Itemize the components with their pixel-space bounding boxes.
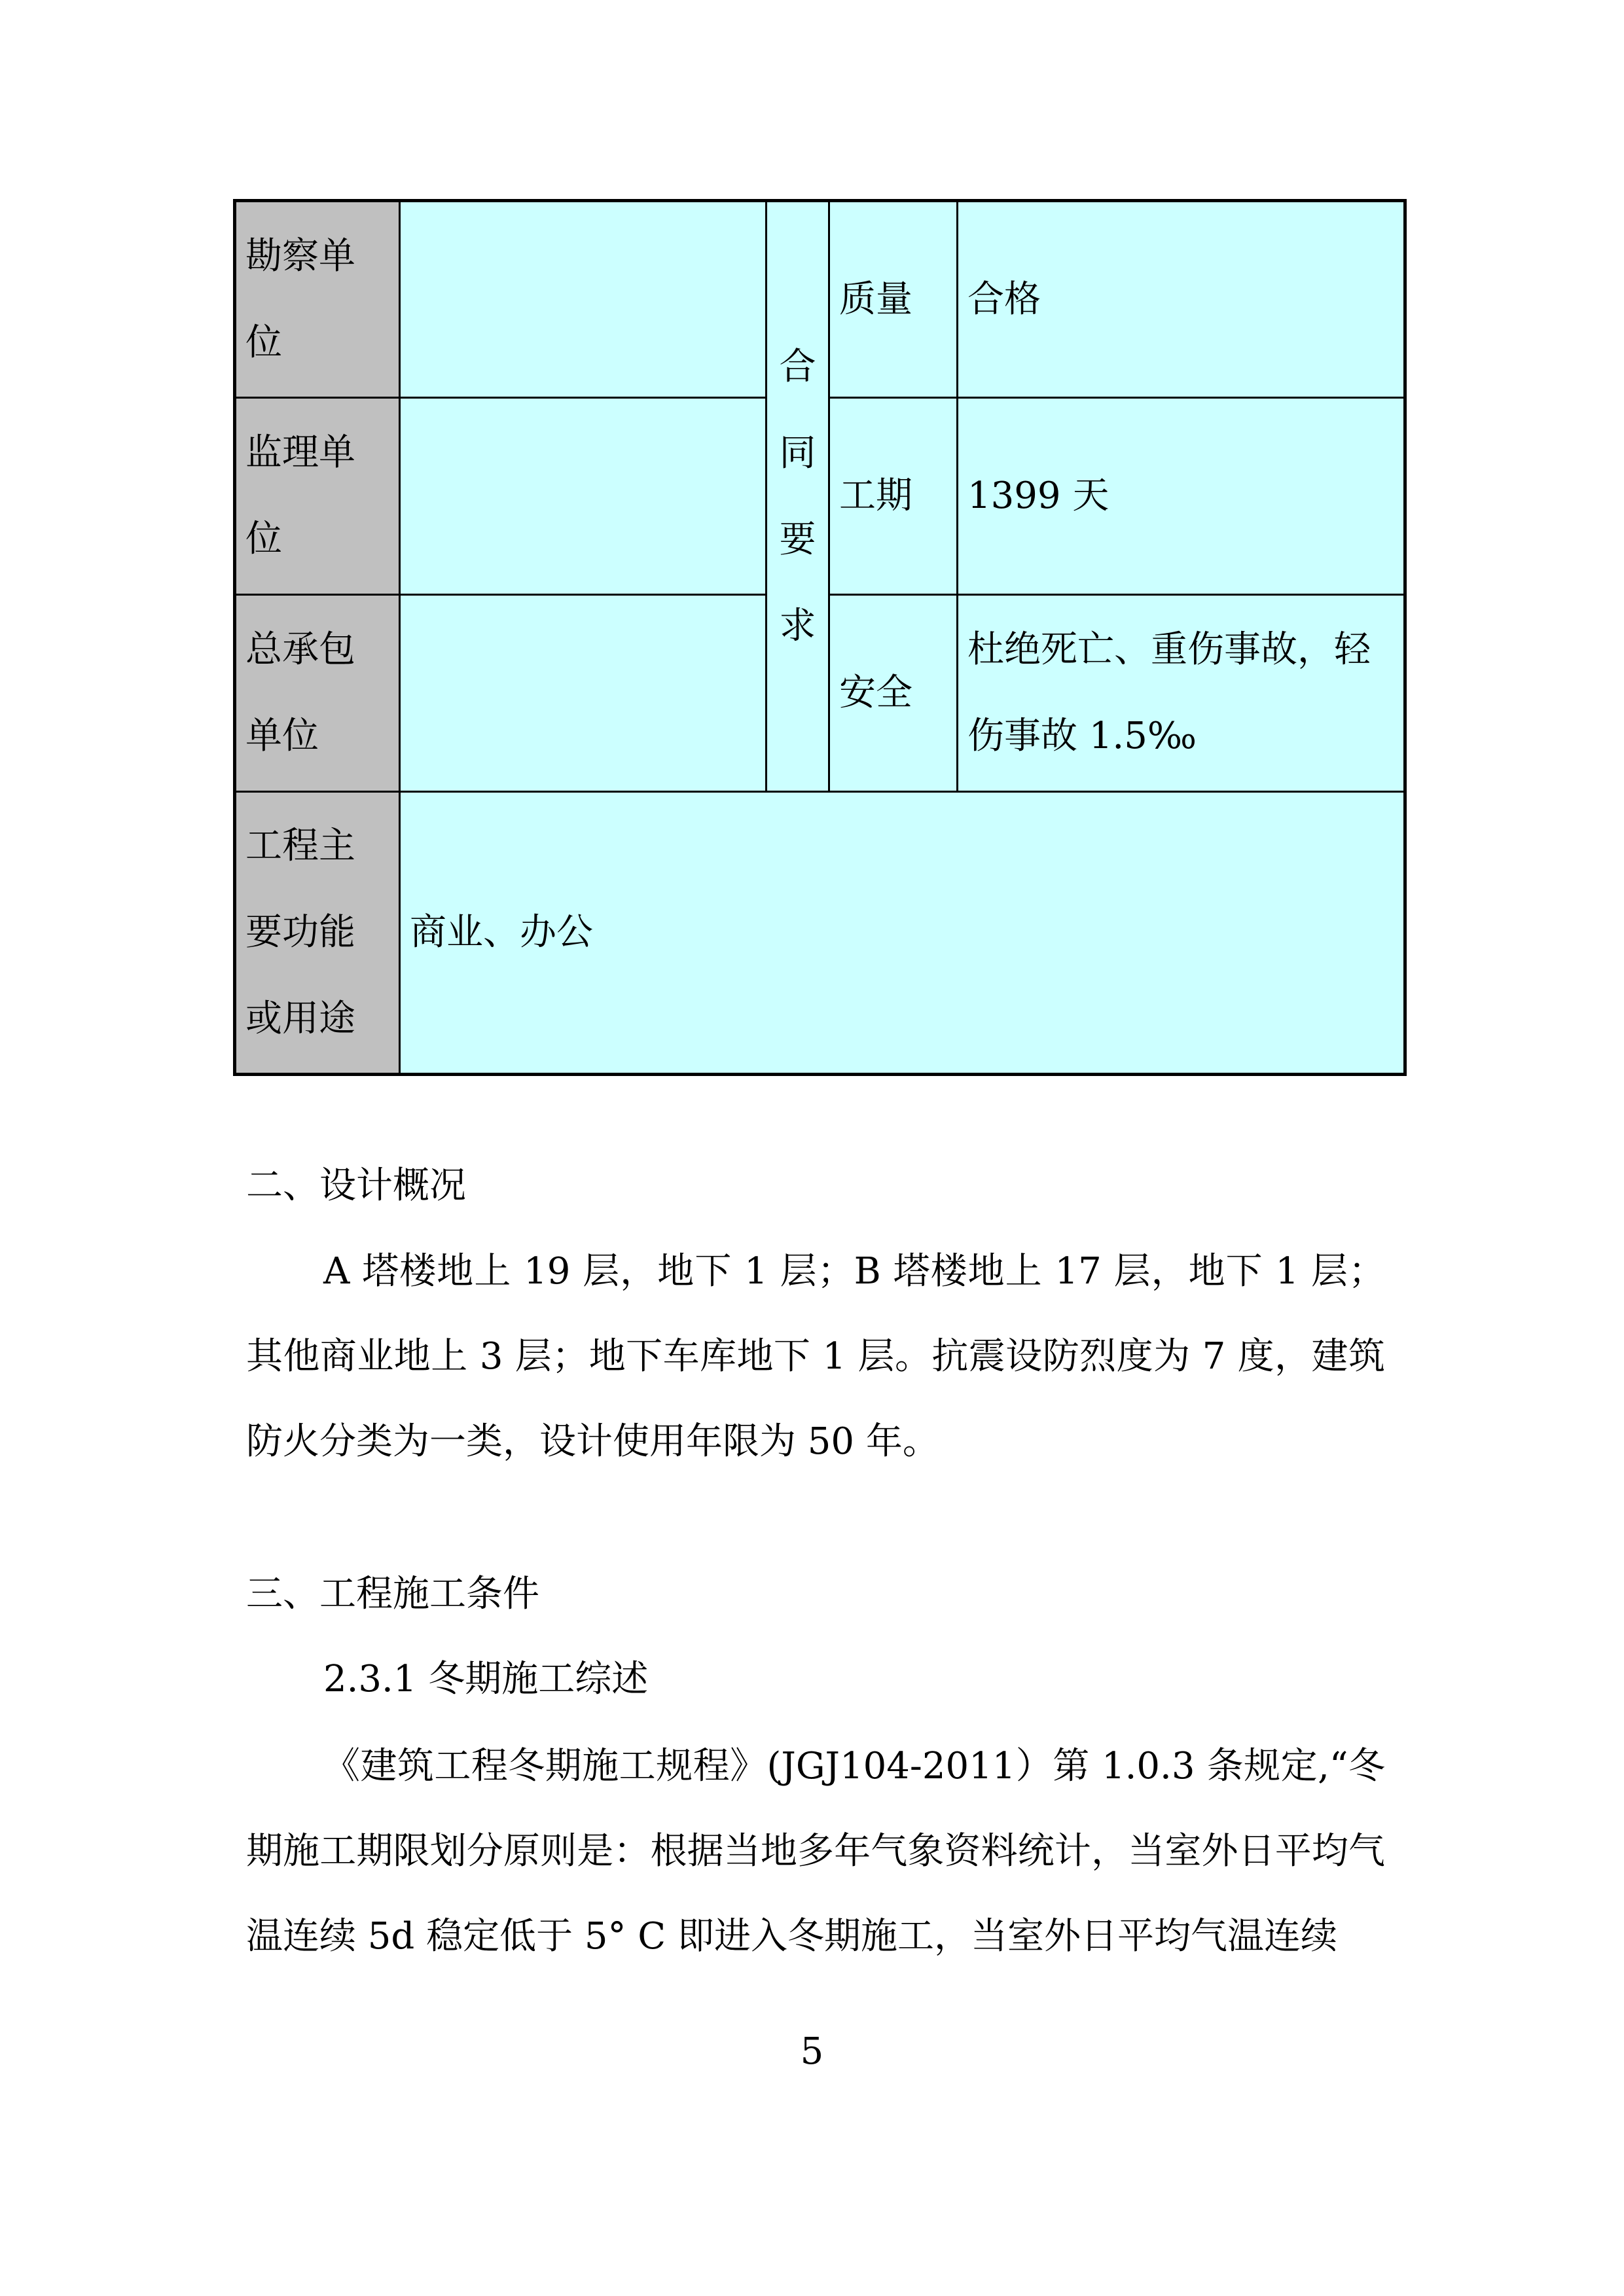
- duration-label: 工期: [829, 398, 958, 595]
- design-overview-paragraph: A 塔楼地上 19 层，地下 1 层；B 塔楼地上 17 层，地下 1 层；其他商业地上 3 层；地下车库地下 1 层。抗震设防烈度为 7 度，建筑防火分类为一类，设计使用年限为 50 年。: [246, 1250, 1385, 1463]
- page-number: 5: [800, 2030, 824, 2073]
- winter-construction-subheading: 2.3.1 冬期施工综述: [323, 1658, 649, 1700]
- project-info-table: [233, 199, 1407, 1076]
- quality-value: 合格: [958, 201, 1405, 398]
- table-row: [235, 201, 1405, 398]
- contract-char: 求: [779, 604, 816, 647]
- general-contractor-label: 总承包单位: [235, 595, 400, 792]
- survey-unit-value: [400, 201, 767, 398]
- safety-value: 杜绝死亡、重伤事故，轻伤事故 1.5‰: [958, 595, 1405, 792]
- duration-value: 1399 天: [958, 398, 1405, 595]
- supervision-unit-label: 监理单位: [235, 398, 400, 595]
- general-contractor-value: [400, 595, 767, 792]
- contract-char: 合: [779, 345, 816, 388]
- winter-construction-paragraph: 《建筑工程冬期施工规程》(JGJ104-2011）第 1.0.3 条规定,“冬期施工期限划分原则是：根据当地多年气象资料统计，当室外日平均气温连续 5d 稳定低于 5° C 即进入冬期施工，当室外日平均气温连续: [246, 1745, 1385, 1958]
- contract-char: 同: [779, 431, 816, 475]
- survey-unit-label: 勘察单位: [235, 201, 400, 398]
- design-overview-heading: 二、设计概况: [246, 1164, 466, 1207]
- function-value: 商业、办公: [400, 792, 1405, 1075]
- table-row: [235, 792, 1405, 1075]
- supervision-unit-value: [400, 398, 767, 595]
- safety-label: 安全: [829, 595, 958, 792]
- contract-char: 要: [779, 518, 816, 561]
- quality-label: 质量: [829, 201, 958, 398]
- contract-requirements-label: [767, 201, 829, 792]
- construction-conditions-heading: 三、工程施工条件: [246, 1573, 539, 1615]
- function-label: 工程主要功能或用途: [235, 792, 400, 1075]
